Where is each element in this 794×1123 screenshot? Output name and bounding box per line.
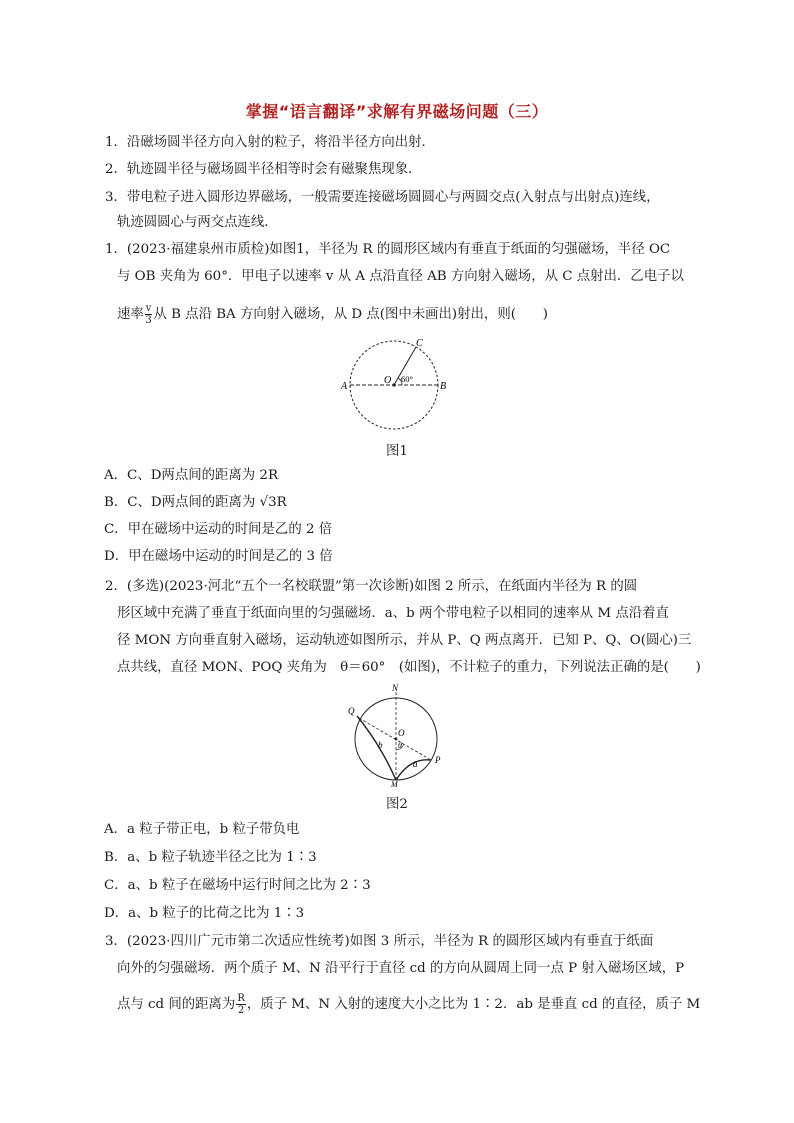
q2-line-4: 点共线，直径 MON、POQ 夹角为 θ＝60° (如图)，不计粒子的重力，下列说法正确的是( ) bbox=[117, 660, 701, 675]
center-dot bbox=[395, 738, 398, 741]
q3-line-1: 3．(2023·四川广元市第二次适应性统考)如图 3 所示，半径为 R 的圆形区域内有垂直于纸面 bbox=[105, 934, 654, 949]
q2-line-2: 形区域中充满了垂直于纸面向里的匀强磁场．a、b 两个带电粒子以相同的速率从 M 点沿着直 bbox=[117, 606, 669, 621]
fraction-v-over-3 bbox=[145, 303, 153, 326]
fraction-denominator: 3 bbox=[145, 315, 152, 326]
q2-option-d: D．a、b 粒子的比荷之比为 1∶3 bbox=[104, 906, 305, 921]
label-angle: 60° bbox=[401, 374, 413, 384]
fraction-r-over-2 bbox=[236, 993, 246, 1016]
figure-1-caption: 图1 bbox=[386, 444, 408, 459]
q1-option-d: D．甲在磁场中运动的时间是乙的 3 倍 bbox=[104, 549, 333, 564]
tip-1: 1．沿磁场圆半径方向入射的粒子，将沿半径方向出射． bbox=[105, 135, 435, 150]
label-c: C bbox=[416, 338, 423, 349]
q2-line-3: 径 MON 方向垂直射入磁场，运动轨迹如图所示，并从 P、Q 两点离开．已知 P、Q、O(圆心)三 bbox=[117, 633, 692, 648]
q1-option-b: B．C、D两点间的距离为 √3R bbox=[104, 495, 287, 510]
q1-line-1: 1．(2023·福建泉州市质检)如图1，半径为 R 的圆形区域内有垂直于纸面的匀强磁场，半径 OC bbox=[105, 242, 671, 257]
q1-line-3-post: 从 B 点沿 BA 方向射入磁场，从 D 点(图中未画出)射出，则( ) bbox=[153, 307, 548, 322]
q2-option-c: C．a、b 粒子在磁场中运行时间之比为 2∶3 bbox=[104, 878, 371, 893]
q2-line-1: 2．(多选)(2023·河北“五个一名校联盟”第一次诊断)如图 2 所示，在纸面内半径为 R 的圆 bbox=[105, 579, 638, 594]
q2-option-a: A．a 粒子带正电，b 粒子带负电 bbox=[104, 822, 300, 837]
q3-line-2: 向外的匀强磁场．两个质子 M、N 沿平行于直径 cd 的方向从圆周上同一点 P 射入磁场区域，P bbox=[117, 961, 685, 976]
q3-line-3 bbox=[117, 993, 700, 1016]
fraction-numerator: R bbox=[237, 993, 245, 1004]
label-q: Q bbox=[348, 706, 355, 716]
q3-line-3-pre: 点与 cd 间的距离为 bbox=[117, 997, 236, 1012]
tip-2: 2．轨迹圆半径与磁场圆半径相等时会有磁聚焦现象． bbox=[105, 162, 422, 177]
tip-3-cont: 轨迹圆圆心与两交点连线． bbox=[117, 215, 278, 230]
label-a: a bbox=[413, 759, 418, 769]
q1-line-3 bbox=[117, 303, 548, 326]
fraction-denominator: 2 bbox=[237, 1005, 245, 1016]
q1-option-a: A．C、D两点间的距离为 2R bbox=[104, 468, 279, 483]
figure-2-caption: 图2 bbox=[386, 797, 408, 812]
trajectory-b bbox=[357, 716, 396, 780]
q2-option-b: B．a、b 粒子轨迹半径之比为 1∶3 bbox=[104, 850, 317, 865]
label-o: O bbox=[398, 728, 405, 738]
label-b: B bbox=[440, 381, 447, 392]
label-theta: θ bbox=[398, 741, 402, 750]
fraction-numerator: v bbox=[145, 303, 152, 314]
label-a: A bbox=[341, 381, 348, 392]
q1-option-c: C．甲在磁场中运动的时间是乙的 2 倍 bbox=[104, 522, 333, 537]
label-b: b bbox=[378, 740, 383, 750]
label-o: O bbox=[384, 375, 392, 386]
q1-line-2: 与 OB 夹角为 60°．甲电子以速率 v 从 A 点沿直径 AB 方向射入磁场，从 C 点射出．乙电子以 bbox=[117, 269, 684, 284]
label-n: N bbox=[392, 684, 399, 693]
label-p: P bbox=[435, 755, 441, 765]
label-m: M bbox=[391, 780, 398, 788]
center-dot bbox=[392, 383, 395, 386]
tip-3: 3．带电粒子进入圆形边界磁场，一般需要连接磁场圆圆心与两圆交点(入射点与出射点)连线， bbox=[105, 190, 660, 205]
figure-2 bbox=[340, 684, 450, 788]
figure-1 bbox=[336, 334, 456, 434]
q1-line-3-pre: 速率 bbox=[117, 307, 144, 322]
q3-line-3-post: ，质子 M、N 入射的速度大小之比为 1∶2．ab 是垂直 cd 的直径，质子 M bbox=[246, 997, 701, 1012]
page-title: 掌握“语言翻译”求解有界磁场问题（三） bbox=[245, 102, 549, 121]
